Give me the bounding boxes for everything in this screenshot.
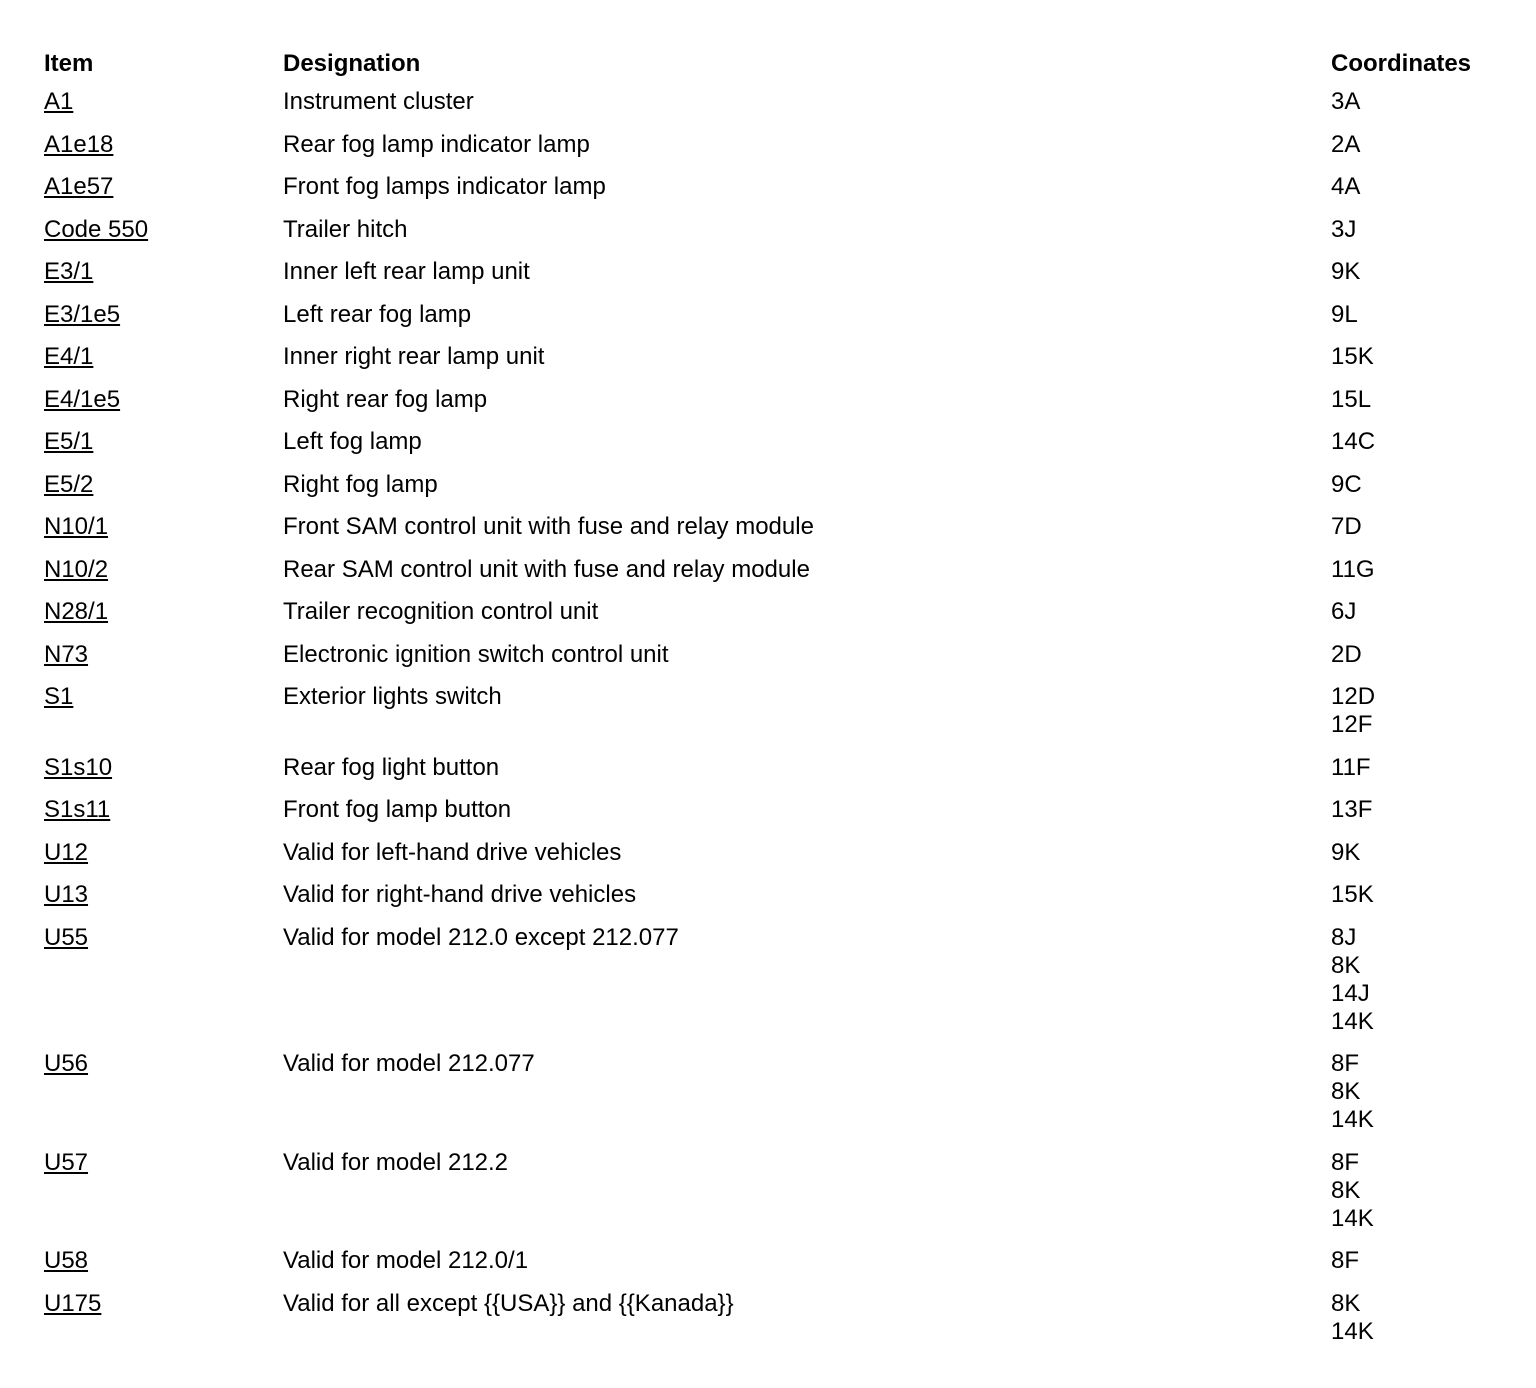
table-row bbox=[44, 680, 1504, 751]
item-link[interactable]: U12 bbox=[44, 838, 89, 866]
table-row bbox=[44, 510, 1504, 553]
coordinates-cell bbox=[1331, 921, 1504, 1048]
table-row bbox=[44, 1146, 1504, 1245]
coordinate-value: 8K bbox=[1331, 1078, 1361, 1105]
coordinate-value: 8K bbox=[1331, 951, 1361, 979]
table-row bbox=[44, 85, 1504, 128]
item-link[interactable]: E3/1e5 bbox=[44, 300, 121, 328]
table-row bbox=[44, 468, 1504, 511]
coordinates-cell bbox=[1331, 383, 1504, 426]
designation-cell: Right rear fog lamp bbox=[283, 385, 488, 413]
coordinate-value: 2A bbox=[1331, 130, 1361, 158]
item-link[interactable]: N28/1 bbox=[44, 598, 109, 625]
item-link[interactable]: E4/1e5 bbox=[44, 385, 121, 413]
item-link[interactable]: E5/2 bbox=[44, 470, 94, 498]
coordinates-cell bbox=[1331, 595, 1504, 638]
designation-cell: Left fog lamp bbox=[283, 428, 422, 455]
coordinates-cell bbox=[1331, 425, 1504, 468]
header-row bbox=[44, 46, 1504, 85]
coordinates-cell bbox=[1331, 340, 1504, 383]
coordinate-value: 14C bbox=[1331, 428, 1376, 455]
designation-cell: Inner right rear lamp unit bbox=[283, 343, 545, 370]
item-link[interactable]: U175 bbox=[44, 1289, 102, 1317]
coordinate-value: 9C bbox=[1331, 470, 1362, 498]
item-cell bbox=[44, 298, 283, 341]
table-row bbox=[44, 1244, 1504, 1287]
designation-cell: Valid for model 212.0/1 bbox=[283, 1247, 529, 1274]
item-cell bbox=[44, 595, 283, 638]
item-cell bbox=[44, 468, 283, 511]
item-cell bbox=[44, 793, 283, 836]
header-coordinates: Coordinates bbox=[1331, 50, 1472, 77]
table-row bbox=[44, 878, 1504, 921]
coordinates-cell bbox=[1331, 1244, 1504, 1287]
coordinate-value: 8J bbox=[1331, 923, 1357, 951]
coordinate-value: 8F bbox=[1331, 1050, 1360, 1077]
table-row bbox=[44, 553, 1504, 596]
item-cell bbox=[44, 638, 283, 681]
designation-cell: Valid for model 212.0 except 212.077 bbox=[283, 923, 679, 951]
designation-cell: Rear SAM control unit with fuse and relay module bbox=[283, 555, 810, 583]
coordinate-value: 15K bbox=[1331, 881, 1374, 908]
coordinate-value: 9L bbox=[1331, 300, 1358, 328]
designation-cell: Valid for right-hand drive vehicles bbox=[283, 881, 637, 908]
designation-cell: Rear fog light button bbox=[283, 753, 500, 781]
table-row bbox=[44, 213, 1504, 256]
coordinate-value: 4A bbox=[1331, 173, 1361, 200]
coordinate-value: 14J bbox=[1331, 979, 1370, 1007]
coordinate-value: 6J bbox=[1331, 598, 1357, 625]
table-row bbox=[44, 340, 1504, 383]
item-link[interactable]: U58 bbox=[44, 1247, 89, 1274]
designation-cell: Left rear fog lamp bbox=[283, 300, 472, 328]
coordinates-cell bbox=[1331, 510, 1504, 553]
designation-cell: Valid for all except {{USA}} and {{Kanada}} bbox=[283, 1289, 734, 1317]
designation-cell: Front fog lamps indicator lamp bbox=[283, 173, 606, 200]
coordinate-value: 14K bbox=[1331, 1007, 1374, 1035]
item-cell bbox=[44, 383, 283, 426]
table-row bbox=[44, 1047, 1504, 1146]
coordinates-cell bbox=[1331, 638, 1504, 681]
designation-cell: Trailer hitch bbox=[283, 215, 408, 243]
table-row bbox=[44, 128, 1504, 171]
header-item: Item bbox=[44, 50, 94, 77]
item-link[interactable]: U55 bbox=[44, 923, 89, 951]
item-link[interactable]: N10/1 bbox=[44, 513, 109, 540]
table-header bbox=[44, 46, 1504, 85]
coordinate-value: 9K bbox=[1331, 838, 1361, 866]
coordinate-value: 9K bbox=[1331, 258, 1361, 285]
table-row bbox=[44, 921, 1504, 1048]
designation-cell: Front SAM control unit with fuse and relay module bbox=[283, 513, 814, 540]
coordinate-value: 11F bbox=[1331, 753, 1371, 781]
item-link[interactable]: N73 bbox=[44, 640, 89, 668]
table-row bbox=[44, 595, 1504, 638]
table-body bbox=[44, 85, 1504, 1357]
coordinate-value: 8F bbox=[1331, 1247, 1360, 1274]
coordinates-cell bbox=[1331, 213, 1504, 256]
item-cell bbox=[44, 1146, 283, 1245]
item-link[interactable]: U56 bbox=[44, 1050, 89, 1077]
header-designation: Designation bbox=[283, 50, 421, 77]
item-cell bbox=[44, 213, 283, 256]
coordinate-value: 15K bbox=[1331, 343, 1374, 370]
coordinate-value: 8K bbox=[1331, 1176, 1361, 1204]
coordinates-cell bbox=[1331, 128, 1504, 171]
coordinate-value: 3A bbox=[1331, 88, 1361, 115]
item-link[interactable]: S1s11 bbox=[44, 796, 111, 823]
item-link[interactable]: U13 bbox=[44, 881, 89, 908]
table-row bbox=[44, 170, 1504, 213]
designation-cell: Valid for model 212.2 bbox=[283, 1148, 509, 1176]
item-link[interactable]: A1e18 bbox=[44, 130, 114, 158]
designation-cell: Right fog lamp bbox=[283, 470, 438, 498]
item-cell bbox=[44, 170, 283, 213]
designation-cell: Instrument cluster bbox=[283, 88, 474, 115]
coordinates-cell bbox=[1331, 1287, 1504, 1358]
table-row bbox=[44, 425, 1504, 468]
coordinates-cell bbox=[1331, 298, 1504, 341]
coordinates-cell bbox=[1331, 553, 1504, 596]
item-link[interactable]: S1 bbox=[44, 683, 74, 710]
table-row bbox=[44, 383, 1504, 426]
coordinates-cell bbox=[1331, 878, 1504, 921]
item-link[interactable]: N10/2 bbox=[44, 555, 109, 583]
table-row bbox=[44, 751, 1504, 794]
coordinates-cell bbox=[1331, 468, 1504, 511]
table-row bbox=[44, 638, 1504, 681]
item-cell bbox=[44, 921, 283, 1048]
item-link[interactable]: A1 bbox=[44, 88, 74, 115]
coordinate-value: 2D bbox=[1331, 640, 1362, 668]
designation-cell: Exterior lights switch bbox=[283, 683, 502, 710]
item-cell bbox=[44, 340, 283, 383]
coordinate-value: 14K bbox=[1331, 1106, 1374, 1133]
table-row bbox=[44, 793, 1504, 836]
item-cell bbox=[44, 128, 283, 171]
coordinates-cell bbox=[1331, 793, 1504, 836]
coordinates-cell bbox=[1331, 85, 1504, 128]
coordinate-value: 11G bbox=[1331, 555, 1375, 583]
item-cell bbox=[44, 510, 283, 553]
coordinate-value: 14K bbox=[1331, 1204, 1374, 1232]
item-cell bbox=[44, 751, 283, 794]
item-cell bbox=[44, 425, 283, 468]
coordinates-cell bbox=[1331, 680, 1504, 751]
coordinate-value: 14K bbox=[1331, 1317, 1374, 1345]
coordinate-value: 8F bbox=[1331, 1148, 1360, 1176]
item-cell bbox=[44, 680, 283, 751]
table-row bbox=[44, 298, 1504, 341]
item-cell bbox=[44, 553, 283, 596]
item-cell bbox=[44, 255, 283, 298]
designation-cell: Inner left rear lamp unit bbox=[283, 258, 530, 285]
coordinate-value: 7D bbox=[1331, 513, 1362, 540]
item-cell bbox=[44, 1287, 283, 1358]
item-link[interactable]: A1e57 bbox=[44, 173, 114, 200]
item-link[interactable]: U57 bbox=[44, 1148, 89, 1176]
item-link[interactable]: Code 550 bbox=[44, 215, 149, 243]
designation-cell: Valid for left-hand drive vehicles bbox=[283, 838, 622, 866]
table-row bbox=[44, 836, 1504, 879]
coordinates-cell bbox=[1331, 1146, 1504, 1245]
item-cell bbox=[44, 836, 283, 879]
coordinates-cell bbox=[1331, 1047, 1504, 1146]
coordinates-cell bbox=[1331, 170, 1504, 213]
item-cell bbox=[44, 85, 283, 128]
table-row bbox=[44, 255, 1504, 298]
item-link[interactable]: S1s10 bbox=[44, 753, 113, 781]
coordinates-cell bbox=[1331, 255, 1504, 298]
coordinates-cell bbox=[1331, 751, 1504, 794]
item-cell bbox=[44, 1244, 283, 1287]
coordinate-value: 15L bbox=[1331, 385, 1372, 413]
coordinate-value: 13F bbox=[1331, 796, 1373, 823]
coordinate-value: 3J bbox=[1331, 215, 1357, 243]
coordinates-cell bbox=[1331, 836, 1504, 879]
designation-cell: Electronic ignition switch control unit bbox=[283, 640, 669, 668]
designation-cell: Front fog lamp button bbox=[283, 796, 512, 823]
item-link[interactable]: E5/1 bbox=[44, 428, 94, 455]
item-link[interactable]: E3/1 bbox=[44, 258, 94, 285]
table-row bbox=[44, 1287, 1504, 1358]
component-legend-table bbox=[44, 46, 1504, 1357]
item-cell bbox=[44, 1047, 283, 1146]
designation-cell: Trailer recognition control unit bbox=[283, 598, 599, 625]
coordinate-value: 12F bbox=[1331, 711, 1373, 738]
item-cell bbox=[44, 878, 283, 921]
item-link[interactable]: E4/1 bbox=[44, 343, 94, 370]
coordinate-value: 8K bbox=[1331, 1289, 1361, 1317]
coordinate-value: 12D bbox=[1331, 683, 1376, 710]
designation-cell: Valid for model 212.077 bbox=[283, 1050, 535, 1077]
designation-cell: Rear fog lamp indicator lamp bbox=[283, 130, 590, 158]
